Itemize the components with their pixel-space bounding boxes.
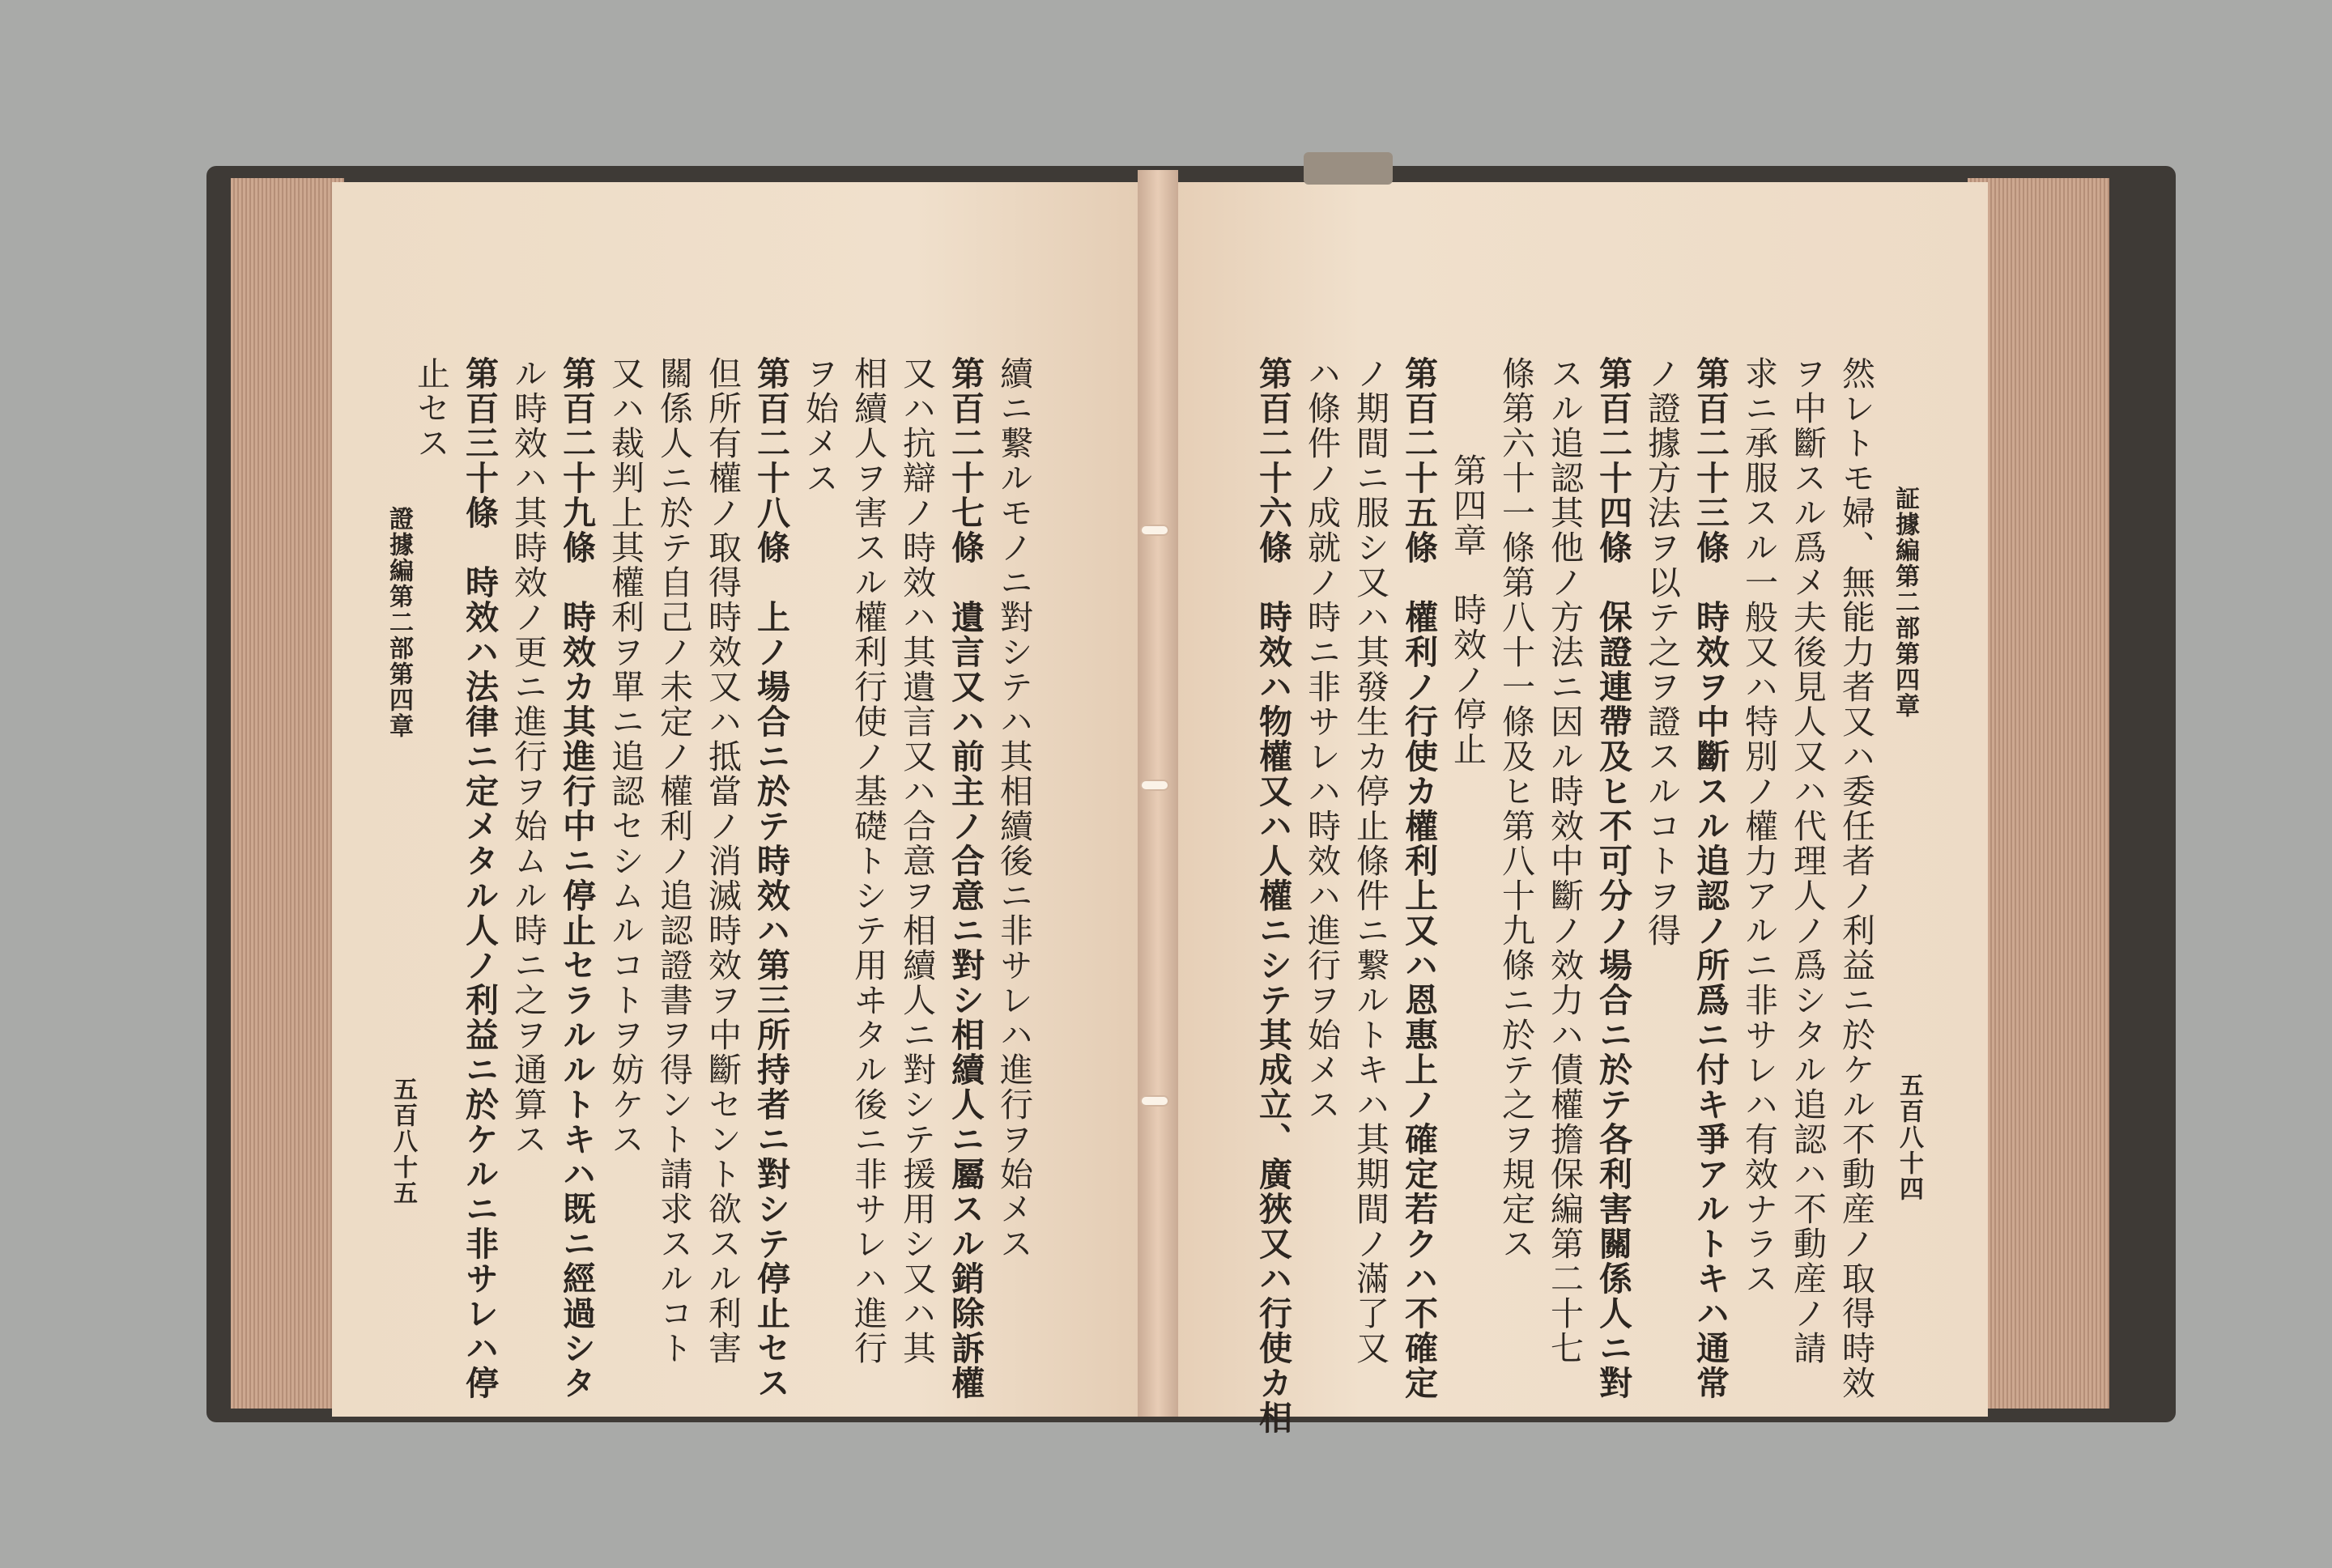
text-line: ヲ始メス [800,356,839,495]
text-line: 條第六十一條第八十一條及ヒ第八十九條ニ於テ之ヲ規定ス [1496,356,1535,1261]
page-edges-left [231,178,344,1409]
article-line: 第百三十條 時效ハ法律ニ定メタル人ノ利益ニ於ケルニ非サレハ停 [460,356,499,1400]
running-header: 証據編第二部第四章 [1891,486,1919,719]
text-line: 止セス [411,356,450,461]
article-line: 第百二十三條 時效ヲ中斷スル追認ノ所爲ニ付キ爭アルトキハ通常 [1691,356,1730,1400]
text-line: 但所有權ノ取得時效又ハ抵當ノ消滅時效ヲ中斷セント欲スル利害 [703,356,742,1366]
article-line: 第百二十九條 時效カ其進行中ニ停止セラルルトキハ既ニ經過シタ [557,356,596,1400]
text-line: ヲ中斷スル爲メ夫後見人又ハ代理人ノ爲シタル追認ハ不動産ノ請 [1788,356,1827,1366]
text-line: ノ期間ニ服シ又ハ其發生カ停止條件ニ繋ルトキハ其期間ノ滿了又 [1351,356,1389,1366]
page-number: 五百八十五 [389,1077,417,1206]
page-edges-right [1968,178,2109,1409]
text-line: 續ニ繋ルモノニ對シテハ其相續後ニ非サレハ進行ヲ始メス [994,356,1033,1261]
text-line: スル追認其他ノ方法ニ因ル時效中斷ノ效力ハ債權擔保編第二十七 [1545,356,1584,1366]
book-gutter [1138,170,1178,1417]
text-line: 求ニ承服スル一般又ハ特別ノ權力アルニ非サレハ有效ナラス [1739,356,1778,1296]
article-line: 第百二十八條 上ノ場合ニ於テ時效ハ第三所持者ニ對シテ停止セス [751,356,790,1400]
article-line: 第百二十六條 時效ハ物權又ハ人權ニシテ其成立、廣狹又ハ行使カ相 [1253,356,1292,1435]
text-line: 然レトモ婦、無能力者又ハ委任者ノ利益ニ於ケル不動産ノ取得時效 [1836,356,1875,1400]
binding-stitch [1142,1097,1168,1105]
text-line: 關係人ニ於テ自己ノ未定ノ權利ノ追認證書ヲ得ント請求スルコト [654,356,693,1366]
article-line: 第百二十七條 遺言又ハ前主ノ合意ニ對シ相續人ニ屬スル銷除訴權 [946,356,985,1400]
text-line: ノ證據方法ヲ以テ之ヲ證スルコトヲ得 [1642,356,1681,948]
text-line: 又ハ抗辯ノ時效ハ其遺言又ハ合意ヲ相續人ニ對シテ援用シ又ハ其 [897,356,936,1366]
text-line: ル時效ハ其時效ノ更ニ進行ヲ始ムル時ニ之ヲ通算ス [509,356,547,1157]
article-line: 第百二十五條 權利ノ行使カ權利上又ハ恩惠上ノ確定若クハ不確定 [1399,356,1438,1400]
chapter-heading: 第四章 時效ノ停止 [1448,453,1487,767]
text-line: 相續人ヲ害スル權利行使ノ基礎トシテ用ヰタル後ニ非サレハ進行 [849,356,887,1366]
text-line: 又ハ裁判上其權利ヲ單ニ追認セシムルコトヲ妨ケス [606,356,645,1157]
binding-stitch [1142,526,1168,534]
binding-stitch [1142,781,1168,789]
page-number: 五百八十四 [1895,1073,1923,1202]
running-header: 證據編第二部第四章 [385,506,413,739]
text-line: ハ條件ノ成就ノ時ニ非サレハ時效ハ進行ヲ始メス [1302,356,1341,1122]
spine-tape [1304,152,1393,185]
article-line: 第百二十四條 保證連帶及ヒ不可分ノ場合ニ於テ各利害關係人ニ對 [1594,356,1632,1400]
